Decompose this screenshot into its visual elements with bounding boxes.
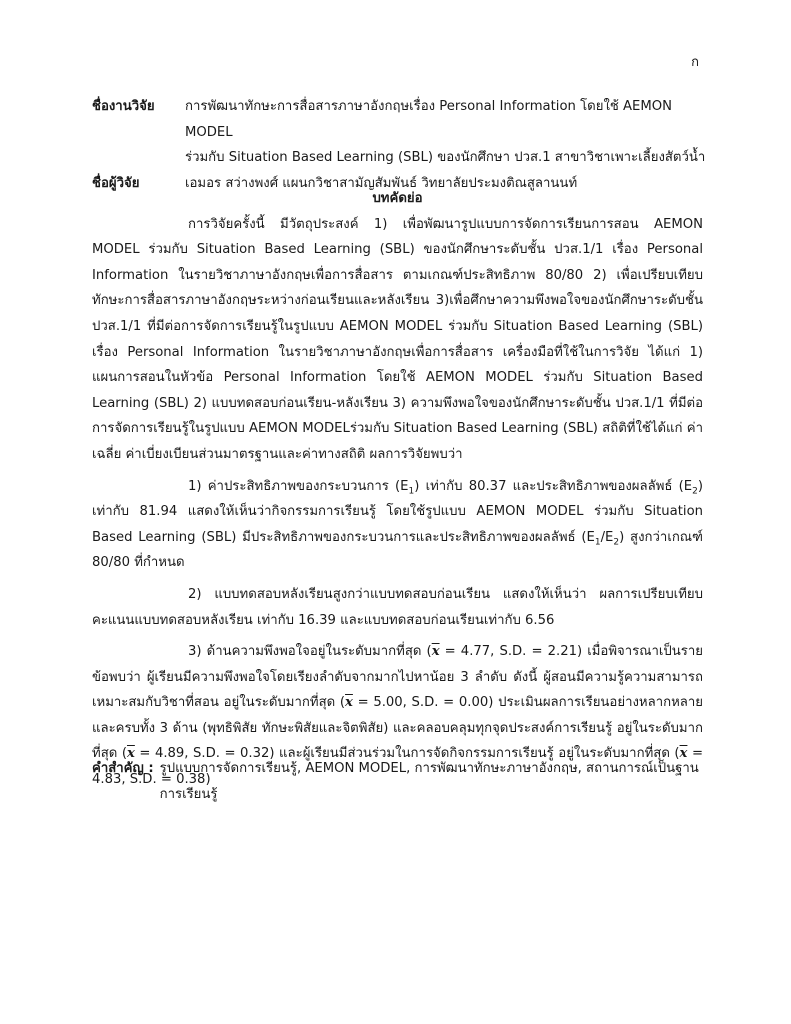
e1-ratio-subscript: 1 [594,537,601,548]
keywords-label: คำสำคัญ : [92,761,154,776]
keywords-value: รูปแบบการจัดการเรียนรู้, AEMON MODEL, การพัฒนาทักษะภาษาอังกฤษ, สถานการณ์เป็นฐานการเรียนรู้ [159,761,699,802]
keywords-section [92,756,703,807]
research-title-label: ชื่องานวิจัย [92,99,155,114]
result-1-text-b: ) เท่ากับ 80.37 และประสิทธิภาพของผลลัพธ์ (E [414,478,693,494]
research-title-line-1: การพัฒนาทักษะการสื่อสารภาษาอังกฤษเรื่อง Personal Information โดยใช้ AEMON MODEL [185,99,673,140]
result-1-text-e: ) สูงกว่าเกณฑ์ 80/80 ที่กำหนด [92,529,703,571]
result-3-text-c: = 5.00, S.D. = 0.00) ประเมินผลการเรียนอย่างหลากหลายและครบทั้ง 3 ด้าน (พุทธิพิสัย ทักษะพิสัยและจิตพิสัย) และคลอบคลุมทุกจุดประสงค์การเรียนรู้ อยู่ในระดับมากที่สุด ( [92,695,703,762]
result-3-text-a: 3) ด้านความพึงพอใจอยู่ในระดับมากที่สุด ( [188,644,432,660]
mean-symbol: $\overline{x}$ [431,644,440,660]
page-number: ก [691,55,699,70]
abstract-section [92,186,703,793]
result-1-text-a: 1) ค่าประสิทธิภาพของกระบวนการ (E [188,478,409,494]
result-3-text-b: = 4.77, S.D. = 2.21) เมื่อพิจารณาเป็นรายข้อพบว่า ผู้เรียนมีความพึงพอใจโดยเรียงลำดับจากมากไปหาน้อย 3 ลำดับ ดังนี้ ผู้สอนมีความรู้ความสามารถเหมาะสมกับวิชาที่สอน อยู่ในระดับมากที่สุด ( [92,644,703,711]
research-title-value [185,94,712,171]
research-title-line-2: ร่วมกับ Situation Based Learning (SBL) ของนักศึกษา ปวส.1 สาขาวิชาเพาะเลี้ยงสัตว์น้ำ [185,150,706,166]
mean-symbol: $\overline{x}$ [126,746,135,762]
result-1-paragraph [92,474,703,576]
result-1-text-d: /E [600,529,614,545]
researcher-label: ชื่อผู้วิจัย [92,175,140,191]
mean-symbol: $\overline{x}$ [345,695,353,711]
research-meta [92,94,712,196]
result-3-text-d: = 4.89, S.D. = 0.32) และผู้เรียนมีส่วนร่วมในการจัดกิจกรรมการเรียนรู้ อยู่ในระดับมากที่สุด ( [134,746,680,762]
researcher-value: เอมอร สว่างพงศ์ แผนกวิชาสามัญสัมพันธ์ วิทยาลัยประมงติณสูลานนท์ [185,175,578,191]
result-3-text-e: = 4.83, S.D. = 0.38) [92,746,703,788]
result-1-text-c: ) เท่ากับ 81.94 แสดงให้เห็นว่ากิจกรรมการเรียนรู้ โดยใช้รูปแบบ AEMON MODEL ร่วมกับ Situation Based Learning (SBL) มีประสิทธิภาพของกระบวนการและประสิทธิภาพของผลลัพธ์ (E [92,478,703,545]
e2-subscript: 2 [692,486,698,497]
research-title-row [92,94,712,171]
abstract-heading: บทคัดย่อ [372,191,423,206]
abstract-intro-paragraph: การวิจัยครั้งนี้ มีวัตถุประสงค์ 1) เพื่อพัฒนารูปแบบการจัดการเรียนการสอน AEMON MODEL ร่วมกับ Situation Based Learning (SBL) ของนักศึกษาระดับชั้น ปวส.1/1 เรื่อง Personal Information ในรายวิชาภาษาอังกฤษเพื่อการสื่อสาร ตามเกณฑ์ประสิทธิภาพ 80/80 2) เพื่อเปรียบเทียบทักษะการสื่อสารภาษาอังกฤษระหว่างก่อนเรียนและหลังเรียน 3)เพื่อศึกษาความพึงพอใจของนักศึกษาระดับชั้น ปวส.1/1 ที่มีต่อการจัดการเรียนรู้ในรูปแบบ AEMON MODEL ร่วมกับ Situation Based Learning (SBL) เรื่อง Personal Information ในรายวิชาภาษาอังกฤษเพื่อการสื่อสาร เครื่องมือที่ใช้ในการวิจัย ได้แก่ 1) แผนการสอนในหัวข้อ Personal Information โดยใช้ AEMON MODEL ร่วมกับ Situation Based Learning (SBL) 2) แบบทดสอบก่อนเรียน-หลังเรียน 3) ความพึงพอใจของนักศึกษาระดับชั้น ปวส.1/1 ที่มีต่อการจัดการเรียนรู้ในรูปแบบ AEMON MODELร่วมกับ Situation Based Learning (SBL) สถิติที่ใช้ได้แก่ ค่าเฉลี่ย ค่าเบี่ยงเบียนส่วนมาตรฐานและค่าทางสถิติ ผลการวิจัยพบว่า [92,216,703,462]
e2-ratio-subscript: 2 [613,537,620,548]
mean-symbol: $\overline{x}$ [679,746,688,762]
result-2-paragraph: 2) แบบทดสอบหลังเรียนสูงกว่าแบบทดสอบก่อนเรียน แสดงให้เห็นว่า ผลการเปรียบเทียบคะแนนแบบทดสอบหลังเรียน เท่ากับ 16.39 และแบบทดสอบก่อนเรียนเท่ากับ 6.56 [92,586,703,628]
e1-subscript: 1 [408,486,415,497]
